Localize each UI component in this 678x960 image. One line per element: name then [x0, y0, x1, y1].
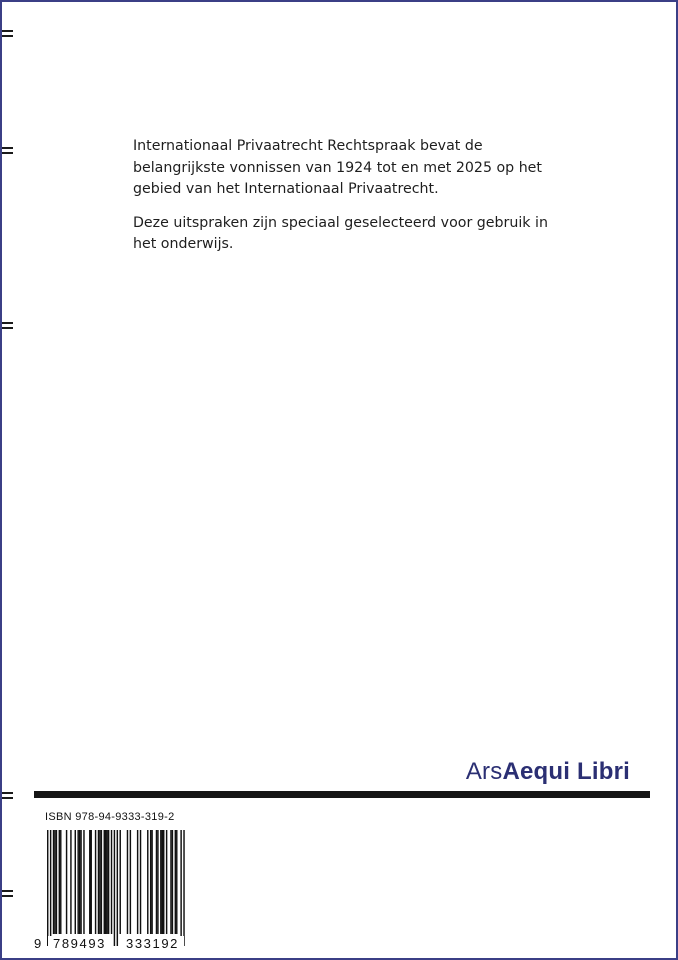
barcode-bar: [91, 830, 92, 934]
edge-crop-mark: [2, 890, 13, 897]
barcode-bar: [176, 830, 177, 934]
barcode-bar: [183, 830, 184, 946]
barcode-bar: [89, 830, 90, 934]
barcode-left-digits: 789493: [48, 936, 111, 951]
edge-crop-mark: [2, 30, 13, 37]
publisher-logo-aequi-libri: Aequi Libri: [502, 758, 630, 785]
barcode-bar: [54, 830, 55, 934]
barcode-bar: [79, 830, 80, 934]
barcode-bar: [77, 830, 78, 934]
edge-crop-mark: [2, 322, 13, 329]
barcode-bar: [104, 830, 105, 934]
barcode-bar: [170, 830, 171, 934]
barcode-bar: [50, 830, 51, 946]
barcode-bar: [175, 830, 176, 934]
barcode-right-digits: 333192: [121, 936, 184, 951]
barcode-bar: [114, 830, 115, 946]
horizontal-rule: [34, 791, 650, 798]
blurb-paragraph-2: Deze uitspraken zijn speciaal geselecteerd voor gebruik in het onderwijs.: [133, 214, 548, 252]
barcode-bar: [162, 830, 163, 934]
barcode-first-digit: 9: [34, 936, 42, 951]
barcode-bar: [157, 830, 158, 934]
barcode-bar: [98, 830, 99, 934]
barcode-bar: [117, 830, 118, 946]
barcode-bar: [156, 830, 157, 934]
barcode-bar: [59, 830, 60, 934]
barcode-bar: [151, 830, 152, 934]
barcode-bar: [150, 830, 151, 934]
barcode-bar: [106, 830, 107, 934]
barcode-bar: [105, 830, 106, 934]
barcode-bar: [166, 830, 167, 934]
barcode-bar: [120, 830, 121, 934]
barcode-bar: [53, 830, 54, 934]
barcode-bar: [70, 830, 71, 934]
barcode-digits: [34, 933, 194, 953]
barcode-bar: [127, 830, 128, 934]
barcode-bar: [99, 830, 100, 934]
barcode-bar: [56, 830, 57, 934]
barcode-bar: [130, 830, 131, 934]
barcode-bar: [80, 830, 81, 934]
barcode-bar: [140, 830, 141, 934]
edge-crop-mark: [2, 792, 13, 799]
barcode-bar: [60, 830, 61, 934]
barcode-bar: [163, 830, 164, 934]
barcode-bar: [75, 830, 76, 934]
barcode-bar: [147, 830, 148, 934]
barcode-bar: [160, 830, 161, 934]
edge-crop-mark: [2, 147, 13, 154]
ean-barcode: [34, 826, 194, 956]
barcode-bar: [111, 830, 112, 934]
publisher-logo: [466, 758, 630, 786]
barcode-bar: [47, 830, 48, 946]
isbn-label: ISBN 978-94-9333-319-2: [45, 811, 175, 823]
barcode-bar: [83, 830, 84, 934]
barcode-bar: [108, 830, 109, 934]
barcode-bar: [101, 830, 102, 934]
blurb-paragraph-1: Internationaal Privaatrecht Rechtspraak bevat de belangrijkste vonnissen van 1924 tot en met 2025 op het gebied van het Internationaal Privaatrecht.: [133, 138, 542, 197]
barcode-bar: [180, 830, 181, 946]
barcode-bar: [137, 830, 138, 934]
barcode-bar: [66, 830, 67, 934]
barcode-bar: [95, 830, 96, 934]
barcode-bar: [172, 830, 173, 934]
publisher-logo-ars: Ars: [465, 758, 503, 785]
blurb-text: [133, 136, 573, 268]
